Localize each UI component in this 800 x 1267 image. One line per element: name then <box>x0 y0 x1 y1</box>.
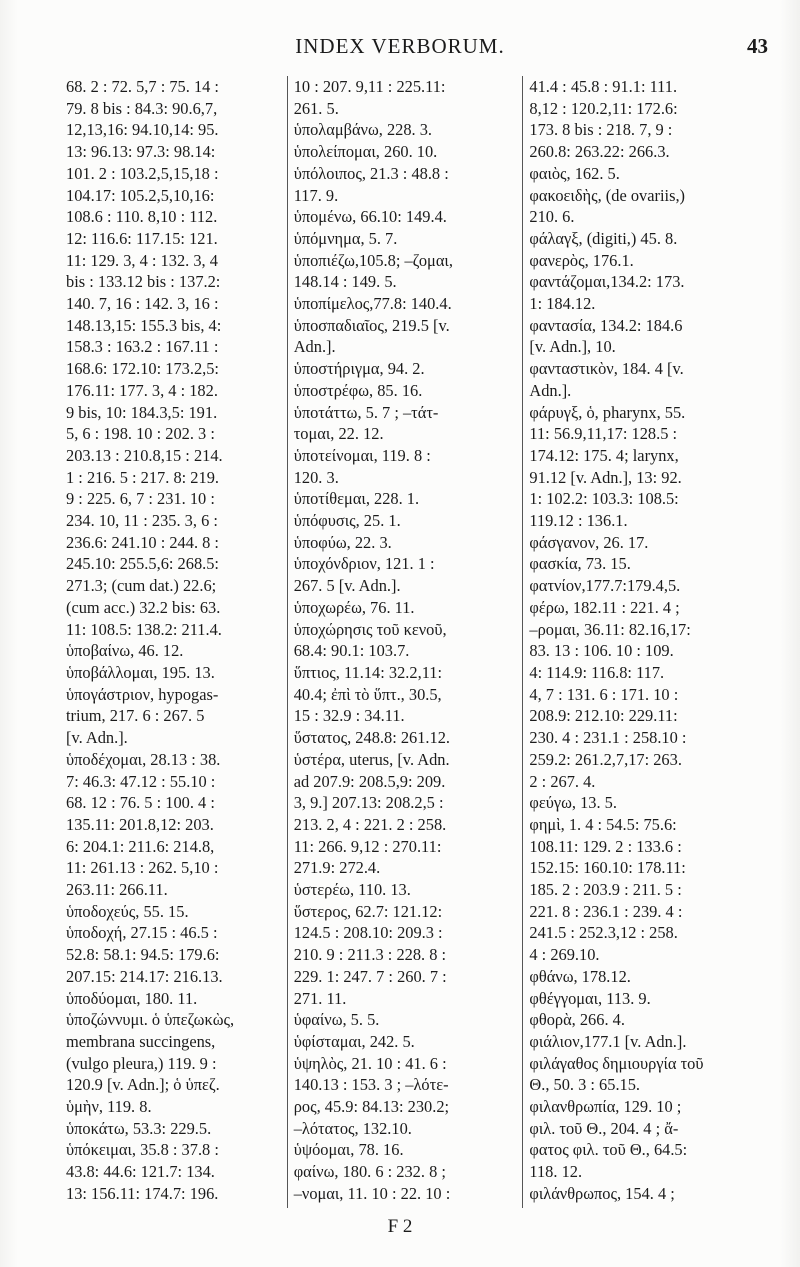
index-line: φαντασία, 134.2: 184.6 <box>529 315 683 335</box>
index-line: ὑποχωρέω, 76. 11. <box>293 597 415 617</box>
index-line: 83. 13 : 106. 10 : 109. <box>529 641 674 661</box>
index-line: 213. 2, 4 : 221. 2 : 258. <box>293 814 447 834</box>
index-line: 40.4; ἐπὶ τὸ ὕπτ., 30.5, <box>293 684 442 704</box>
index-line: 140. 7, 16 : 142. 3, 16 : <box>66 294 219 314</box>
index-line: φιλάγαθος δημιουργία τοῦ <box>529 1053 704 1073</box>
index-line: 120.9 [v. Adn.]; ὁ ὑπεζ. <box>66 1075 220 1095</box>
index-line: 210. 9 : 211.3 : 228. 8 : <box>293 945 447 965</box>
index-line: φαίνω, 180. 6 : 232. 8 ; <box>293 1162 446 1182</box>
index-line: ὕστατος, 248.8: 261.12. <box>293 728 451 748</box>
index-line: φανερὸς, 176.1. <box>529 250 634 270</box>
index-line: ὑψόομαι, 78. 16. <box>293 1140 404 1160</box>
index-line: 207.15: 214.17: 216.13. <box>66 966 223 986</box>
index-line: membrana succingens, <box>66 1031 216 1051</box>
index-line: 229. 1: 247. 7 : 260. 7 : <box>293 966 447 986</box>
index-line: ὕστερος, 62.7: 121.12: <box>293 901 443 921</box>
index-line: 108.11: 129. 2 : 133.6 : <box>529 836 682 856</box>
index-line: bis : 133.12 bis : 137.2: <box>66 272 221 292</box>
index-line: 10 : 207. 9,11 : 225.11: <box>293 77 446 96</box>
index-line: ad 207.9: 208.5,9: 209. <box>293 771 446 791</box>
index-line: ὕπτιος, 11.14: 32.2,11: <box>293 662 443 682</box>
index-line: φαντάζομαι,134.2: 173. <box>529 272 685 292</box>
index-line: ὑποδοχεύς, 55. 15. <box>66 901 189 921</box>
index-line: 13: 96.13: 97.3: 98.14: <box>66 142 216 162</box>
index-line: 185. 2 : 203.9 : 211. 5 : <box>529 880 682 900</box>
index-line: φαιὸς, 162. 5. <box>529 163 620 183</box>
index-line: Θ., 50. 3 : 65.15. <box>529 1075 641 1095</box>
index-line: ὑποδέχομαι, 28.13 : 38. <box>66 749 221 769</box>
index-line: φατος φιλ. τοῦ Θ., 64.5: <box>529 1140 688 1160</box>
index-line: 208.9: 212.10: 229.11: <box>529 706 678 726</box>
index-line: 2 : 267. 4. <box>529 771 596 791</box>
index-line: Adn.]. <box>529 380 572 400</box>
index-line: ὑποπιέζω,105.8; –ζομαι, <box>293 250 453 270</box>
index-line: 101. 2 : 103.2,5,15,18 : <box>66 163 219 183</box>
index-line: 1: 102.2: 103.3: 108.5: <box>529 489 679 509</box>
index-line: ὑπολαμβάνω, 228. 3. <box>293 120 433 140</box>
index-line: 12: 116.6: 117.15: 121. <box>66 228 218 248</box>
index-line: ὑποσπαδιαῖος, 219.5 [v. <box>293 315 450 335</box>
index-line: ὑποτείνομαι, 119. 8 : <box>293 445 431 465</box>
index-line: φθορὰ, 266. 4. <box>529 1010 625 1030</box>
index-line: ὑστερέω, 110. 13. <box>293 880 411 900</box>
index-line: 68. 12 : 76. 5 : 100. 4 : <box>66 793 215 813</box>
index-line: φθάνω, 178.12. <box>529 966 631 986</box>
index-line: 135.11: 201.8,12: 203. <box>66 814 214 834</box>
index-column-3 <box>522 76 772 1208</box>
signature-mark: F 2 <box>387 1216 413 1237</box>
index-line: ὑποτάττω, 5. 7 ; –τάτ- <box>293 402 439 422</box>
index-line: φακοειδὴς, (de ovariis,) <box>529 185 685 205</box>
index-line: φασκία, 73. 15. <box>529 554 631 574</box>
index-line: φιλάνθρωπος, 154. 4 ; <box>529 1183 675 1203</box>
index-line: 3, 9.] 207.13: 208.2,5 : <box>293 793 444 813</box>
index-line: 210. 6. <box>529 207 575 227</box>
index-line: φανταστικὸν, 184. 4 [v. <box>529 359 684 379</box>
index-line: [v. Adn.], 10. <box>529 337 616 357</box>
index-line: φιλανθρωπία, 129. 10 ; <box>529 1097 682 1117</box>
index-line: 259.2: 261.2,7,17: 263. <box>529 749 682 769</box>
index-line: ὑποχόνδριον, 121. 1 : <box>293 554 435 574</box>
index-line: 140.13 : 153. 3 ; –λότε- <box>293 1075 449 1095</box>
index-line: 174.12: 175. 4; larynx, <box>529 445 679 465</box>
index-line: ὑφαίνω, 5. 5. <box>293 1010 380 1030</box>
index-line: ὑπομένω, 66.10: 149.4. <box>293 207 447 227</box>
index-line: 173. 8 bis : 218. 7, 9 : <box>529 120 673 140</box>
index-line: 234. 10, 11 : 235. 3, 6 : <box>66 511 218 531</box>
index-line: φιάλιον,177.1 [v. Adn.]. <box>529 1031 687 1051</box>
index-line: trium, 217. 6 : 267. 5 <box>66 706 205 726</box>
index-line: φάρυγξ, ὁ, pharynx, 55. <box>529 402 686 422</box>
index-line: 271. 11. <box>293 988 347 1008</box>
index-line: ὑποζώννυμι. ὁ ὑπεζωκὼς, <box>66 1010 235 1030</box>
index-line: 13: 156.11: 174.7: 196. <box>66 1183 219 1203</box>
index-line: 11: 56.9,11,17: 128.5 : <box>529 424 678 444</box>
index-line: ὑποβαίνω, 46. 12. <box>66 641 184 661</box>
index-line: 152.15: 160.10: 178.11: <box>529 858 686 878</box>
index-line: φιλ. τοῦ Θ., 204. 4 ; ἄ- <box>529 1118 679 1138</box>
index-line: 245.10: 255.5,6: 268.5: <box>66 554 219 574</box>
index-line: φάσγανον, 26. 17. <box>529 532 649 552</box>
index-line: 11: 261.13 : 262. 5,10 : <box>66 858 219 878</box>
index-line: 8,12 : 120.2,11: 172.6: <box>529 98 678 118</box>
index-line: 9 : 225. 6, 7 : 231. 10 : <box>66 489 215 509</box>
index-line: –νομαι, 11. 10 : 22. 10 : <box>293 1183 451 1203</box>
index-line: 263.11: 266.11. <box>66 880 168 900</box>
index-line: ὑψηλὸς, 21. 10 : 41. 6 : <box>293 1053 447 1073</box>
index-line: ὑποστρέφω, 85. 16. <box>293 380 423 400</box>
index-line: 203.13 : 210.8,15 : 214. <box>66 445 223 465</box>
index-line: φέρω, 182.11 : 221. 4 ; <box>529 597 680 617</box>
index-line: 68.4: 90.1: 103.7. <box>293 641 410 661</box>
index-line: 12,13,16: 94.10,14: 95. <box>66 120 219 140</box>
index-line: 1: 184.12. <box>529 294 596 314</box>
index-line: 68. 2 : 72. 5,7 : 75. 14 : <box>66 77 219 96</box>
index-line: ρος, 45.9: 84.13: 230.2; <box>293 1097 450 1117</box>
index-line: φατνίον,177.7:179.4,5. <box>529 576 681 596</box>
index-line: ὑποφύω, 22. 3. <box>293 532 392 552</box>
index-line: ὑποστήριγμα, 94. 2. <box>293 359 425 379</box>
index-line: 9 bis, 10: 184.3,5: 191. <box>66 402 218 422</box>
index-column-1 <box>66 76 287 1208</box>
index-line: 104.17: 105.2,5,10,16: <box>66 185 215 205</box>
index-line: ὑφίσταμαι, 242. 5. <box>293 1031 415 1051</box>
index-line: 148.14 : 149. 5. <box>293 272 397 292</box>
index-line: 176.11: 177. 3, 4 : 182. <box>66 380 218 400</box>
index-line: τομαι, 22. 12. <box>293 424 384 444</box>
index-line: (cum acc.) 32.2 bis: 63. <box>66 597 221 617</box>
index-line: 221. 8 : 236.1 : 239. 4 : <box>529 901 683 921</box>
index-line: 124.5 : 208.10: 209.3 : <box>293 923 443 943</box>
index-line: 4: 114.9: 116.8: 117. <box>529 662 665 682</box>
index-line: ὑποπίμελος,77.8: 140.4. <box>293 294 452 314</box>
index-line: 271.3; (cum dat.) 22.6; <box>66 576 217 596</box>
index-line: 261. 5. <box>293 98 339 118</box>
index-line: 4 : 269.10. <box>529 945 600 965</box>
index-line: 230. 4 : 231.1 : 258.10 : <box>529 728 687 748</box>
index-line: ὑπόκειμαι, 35.8 : 37.8 : <box>66 1140 219 1160</box>
index-line: ὑπογάστριον, hypogas- <box>66 684 219 704</box>
index-line: ὑποδύομαι, 180. 11. <box>66 988 198 1008</box>
index-line: ὑπόλοιπος, 21.3 : 48.8 : <box>293 163 449 183</box>
index-line: 91.12 [v. Adn.], 13: 92. <box>529 467 682 487</box>
index-line: 241.5 : 252.3,12 : 258. <box>529 923 678 943</box>
index-line: 236.6: 241.10 : 244. 8 : <box>66 532 219 552</box>
index-line: φθέγγομαι, 113. 9. <box>529 988 651 1008</box>
index-line: [v. Adn.]. <box>66 728 128 748</box>
index-line: ὑπόμνημα, 5. 7. <box>293 228 398 248</box>
index-line: 117. 9. <box>293 185 339 205</box>
index-line: (vulgo pleura,) 119. 9 : <box>66 1053 217 1073</box>
index-line: Adn.]. <box>293 337 336 357</box>
index-line: φάλαγξ, (digiti,) 45. 8. <box>529 228 678 248</box>
index-line: ὑποβάλλομαι, 195. 13. <box>66 662 215 682</box>
index-line: 11: 129. 3, 4 : 132. 3, 4 <box>66 250 218 270</box>
index-line: 120. 3. <box>293 467 339 487</box>
index-line: 52.8: 58.1: 94.5: 179.6: <box>66 945 220 965</box>
index-line: 158.3 : 163.2 : 167.11 : <box>66 337 219 357</box>
index-line: ὑπολείπομαι, 260. 10. <box>293 142 438 162</box>
index-line: 148.13,15: 155.3 bis, 4: <box>66 315 222 335</box>
index-line: 4, 7 : 131. 6 : 171. 10 : <box>529 684 679 704</box>
index-line: 41.4 : 45.8 : 91.1: 111. <box>529 77 678 96</box>
index-line: ὑστέρα, uterus, [v. Adn. <box>293 749 450 769</box>
index-line: ὑποκάτω, 53.3: 229.5. <box>66 1118 212 1138</box>
index-line: ὑπόφυσις, 25. 1. <box>293 511 401 531</box>
index-line: 5, 6 : 198. 10 : 202. 3 : <box>66 424 215 444</box>
index-column-2 <box>287 76 523 1208</box>
index-line: ὑμὴν, 119. 8. <box>66 1097 152 1117</box>
index-line: –λότατος, 132.10. <box>293 1118 412 1138</box>
page-number: 43 <box>747 34 768 58</box>
index-line: 7: 46.3: 47.12 : 55.10 : <box>66 771 216 791</box>
index-line: 11: 266. 9,12 : 270.11: <box>293 836 442 856</box>
index-line: 118. 12. <box>529 1162 583 1182</box>
page-header <box>0 34 800 62</box>
index-columns <box>66 76 772 1208</box>
index-line: ὑποδοχή, 27.15 : 46.5 : <box>66 923 218 943</box>
index-line: 260.8: 263.22: 266.3. <box>529 142 670 162</box>
index-line: ὑποτίθεμαι, 228. 1. <box>293 489 420 509</box>
index-line: 6: 204.1: 211.6: 214.8, <box>66 836 215 856</box>
index-line: φεύγω, 13. 5. <box>529 793 617 813</box>
page-title: INDEX VERBORUM. <box>295 34 505 58</box>
index-line: 15 : 32.9 : 34.11. <box>293 706 405 726</box>
index-line: φημὶ, 1. 4 : 54.5: 75.6: <box>529 814 677 834</box>
index-line: 168.6: 172.10: 173.2,5: <box>66 359 219 379</box>
index-line: 267. 5 [v. Adn.]. <box>293 576 401 596</box>
index-line: 119.12 : 136.1. <box>529 511 628 531</box>
index-line: 11: 108.5: 138.2: 211.4. <box>66 619 222 639</box>
index-line: 271.9: 272.4. <box>293 858 381 878</box>
index-line: 108.6 : 110. 8,10 : 112. <box>66 207 218 227</box>
index-line: 79. 8 bis : 84.3: 90.6,7, <box>66 98 218 118</box>
index-line: 1 : 216. 5 : 217. 8: 219. <box>66 467 219 487</box>
index-line: ὑποχώρησις τοῦ κενοῦ, <box>293 619 447 639</box>
index-line: 43.8: 44.6: 121.7: 134. <box>66 1162 215 1182</box>
index-line: –ρομαι, 36.11: 82.16,17: <box>529 619 691 639</box>
